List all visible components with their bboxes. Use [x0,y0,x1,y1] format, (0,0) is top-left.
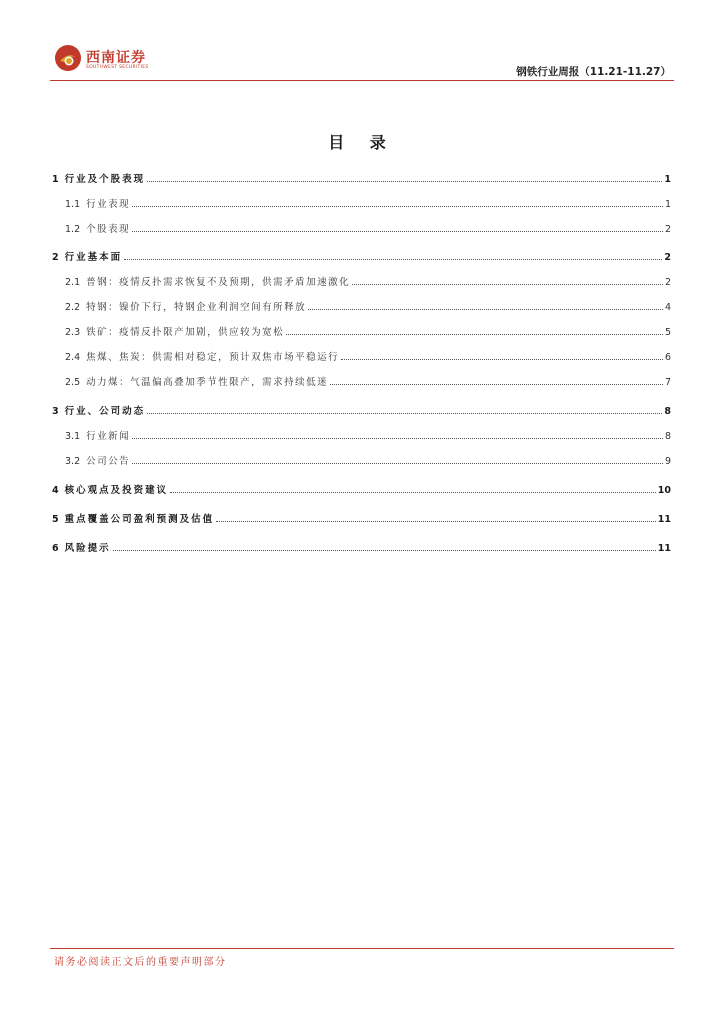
toc-entry-4[interactable] [52,484,671,498]
toc-entry-page: 5 [664,327,671,338]
toc-entry-number: 6 [52,543,59,554]
toc-entry-page: 10 [657,485,671,496]
toc-entry-number: 1.2 [65,224,81,235]
toc-entry-page: 6 [664,352,671,363]
toc-entry-title: 焦煤、焦炭：供需相对稳定，预计双焦市场平稳运行 [86,352,340,363]
toc-leader-dots [132,206,663,207]
company-logo [54,44,164,76]
toc-leader-dots [216,521,656,522]
toc-entry-number: 4 [52,485,59,496]
toc-entry-title: 公司公告 [86,456,131,467]
toc-leader-dots [132,463,663,464]
toc-entry-page: 2 [664,277,671,288]
toc-entry-page: 9 [664,456,671,467]
footer-disclaimer: 请务必阅读正文后的重要声明部分 [54,957,227,968]
toc-leader-dots [170,492,656,493]
toc-entry-2-5[interactable] [52,376,671,390]
toc-entry-number: 2 [52,252,59,263]
toc-leader-dots [124,259,662,260]
toc-entry-page: 8 [664,406,671,417]
toc-entry-title: 铁矿：疫情反扑限产加剧，供应较为宽松 [86,327,285,338]
toc-entry-page: 1 [664,174,671,185]
toc-entry-1-2[interactable] [52,223,671,237]
toc-entry-page: 11 [657,514,671,525]
logo-subtext: SOUTHWEST SECURITIES [86,65,149,70]
toc-entry-number: 2.1 [65,277,81,288]
toc-entry-title: 动力煤：气温偏高叠加季节性限产，需求持续低迷 [86,377,329,388]
toc-entry-title: 个股表现 [86,224,131,235]
toc-entry-page: 7 [664,377,671,388]
toc-entry-page: 8 [664,431,671,442]
toc-leader-dots [341,359,663,360]
toc-entry-page: 2 [664,252,671,263]
toc-entry-number: 3.2 [65,456,81,467]
toc-entry-2-3[interactable] [52,326,671,340]
toc-entry-number: 2.3 [65,327,81,338]
toc-entry-page: 4 [664,302,671,313]
toc-leader-dots [308,309,663,310]
toc-entry-page: 1 [664,199,671,210]
footer-divider [50,948,674,949]
toc-entry-title: 行业及个股表现 [64,174,146,185]
toc-entry-title: 行业基本面 [64,252,123,263]
toc-entry-title: 行业新闻 [86,431,131,442]
toc-leader-dots [147,413,662,414]
toc-entry-title: 普钢：疫情反扑需求恢复不及预期，供需矛盾加速激化 [86,277,351,288]
toc-entry-number: 2.4 [65,352,81,363]
toc-entry-5[interactable] [52,513,671,527]
toc-leader-dots [147,181,662,182]
toc-leader-dots [132,231,663,232]
toc-entry-title: 重点覆盖公司盈利预测及估值 [64,514,215,525]
toc-entry-title: 行业、公司动态 [64,406,146,417]
toc-entry-page: 2 [664,224,671,235]
toc-entry-2-4[interactable] [52,351,671,365]
toc-entry-number: 1.1 [65,199,81,210]
toc-entry-number: 3 [52,406,59,417]
logo-text: 西南证券 [86,50,146,66]
toc-leader-dots [330,384,663,385]
toc-heading: 目 录 [328,133,396,152]
toc-entry-3-2[interactable] [52,455,671,469]
toc-entry-1[interactable] [52,173,671,187]
toc-entry-3[interactable] [52,405,671,419]
toc-entry-2[interactable] [52,251,671,265]
toc-entry-6[interactable] [52,542,671,556]
toc-entry-number: 1 [52,174,59,185]
toc-entry-title: 行业表现 [86,199,131,210]
toc-entry-title: 特钢：镍价下行，特钢企业利润空间有所释放 [86,302,307,313]
toc-entry-title: 风险提示 [64,543,111,554]
toc-entry-title: 核心观点及投资建议 [64,485,169,496]
toc-entry-2-1[interactable] [52,276,671,290]
toc-entry-3-1[interactable] [52,430,671,444]
toc-entry-1-1[interactable] [52,198,671,212]
toc-entry-page: 11 [657,543,671,554]
toc-entry-2-2[interactable] [52,301,671,315]
logo-emblem-icon [54,44,82,72]
toc-leader-dots [132,438,663,439]
toc-entry-number: 2.5 [65,377,81,388]
toc-leader-dots [113,550,656,551]
header-divider [50,80,674,81]
toc-leader-dots [352,284,663,285]
toc-entry-number: 5 [52,514,59,525]
toc-entry-number: 3.1 [65,431,81,442]
report-title: 钢铁行业周报（11.21-11.27） [516,66,671,78]
toc-leader-dots [286,334,663,335]
toc-entry-number: 2.2 [65,302,81,313]
